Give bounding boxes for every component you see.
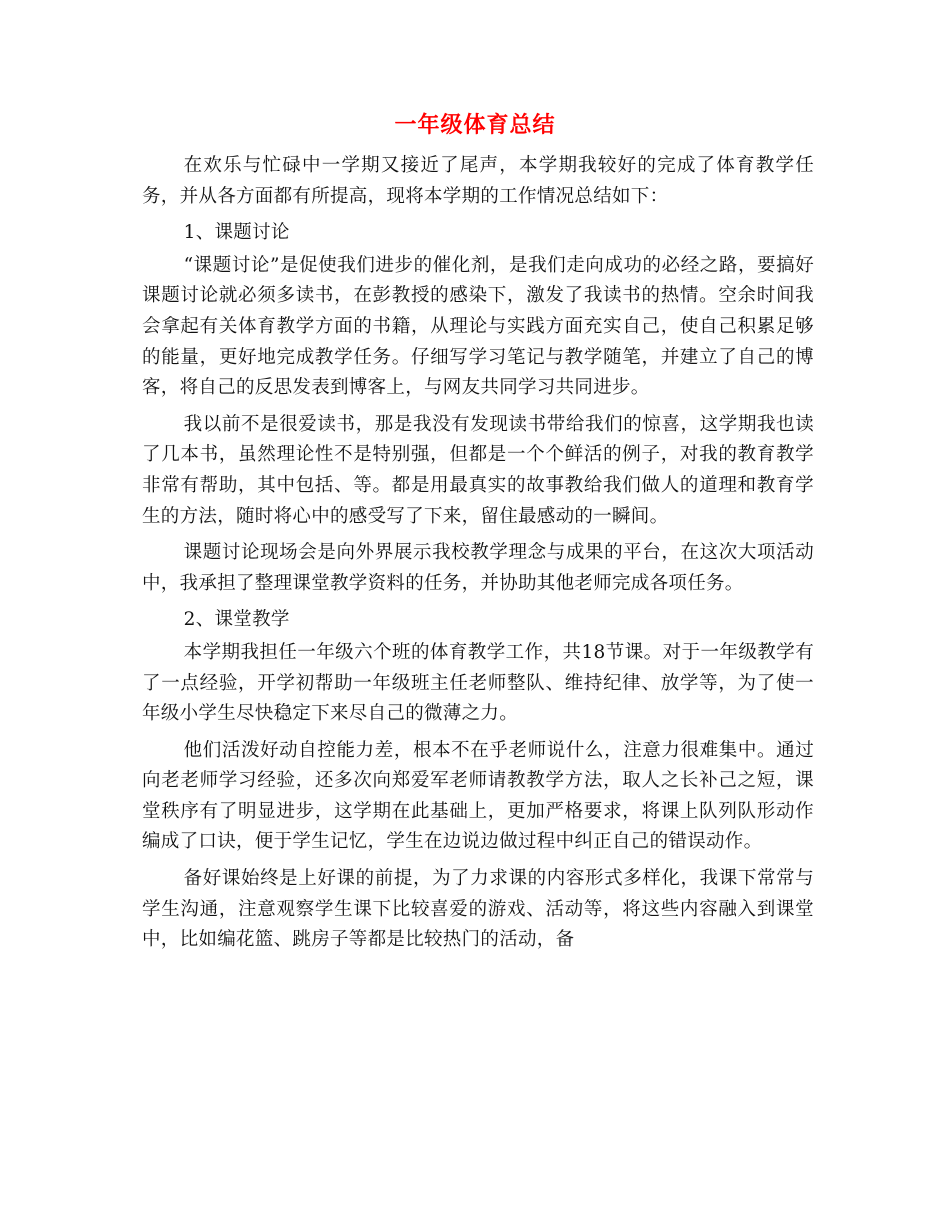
paragraph-onsite-meeting: 课题讨论现场会是向外界展示我校教学理念与成果的平台，在这次大项活动中，我承担了整理课堂教学资料的任务，并协助其他老师完成各项任务。 [142,542,814,594]
document-title: 一年级体育总结 [394,112,556,138]
paragraph-teaching-duty: 本学期我担任一年级六个班的体育教学工作，共18节课。对于一年级教学有了一点经验，开学初帮助一年级班主任老师整队、维持纪律、放学等，为了使一年级小学生尽快稳定下来尽自己的微薄之力。 [142,641,814,725]
paragraph-intro: 在欢乐与忙碌中一学期又接近了尾声，本学期我较好的完成了体育教学任务，并从各方面都有所提高，现将本学期的工作情况总结如下： [142,155,814,207]
paragraph-classroom-order: 他们活泼好动自控能力差，根本不在乎老师说什么，注意力很难集中。通过向老老师学习经验，还多次向郑爱军老师请教教学方法，取人之长补己之短，课堂秩序有了明显进步，这学期在此基础上，更加严格要求，将课上队列队形动作编成了口诀，便于学生记忆，学生在边说边做过程中纠正自己的错误动作。 [142,739,814,853]
paragraph-reading: 我以前不是很爱读书，那是我没有发现读书带给我们的惊喜，这学期我也读了几本书，虽然理论性不是特别强，但都是一个个鲜活的例子，对我的教育教学非常有帮助，其中包括、等。都是用最真实的故事教给我们做人的道理和教育学生的方法，随时将心中的感受写了下来，留住最感动的一瞬间。 [142,413,814,527]
section-heading-classroom-teaching: 2、课堂教学 [183,609,290,631]
section-heading-topic-discussion: 1、课题讨论 [183,222,290,244]
paragraph-topic-discussion: “课题讨论”是促使我们进步的催化剂，是我们走向成功的必经之路，要搞好课题讨论就必须多读书，在彭教授的感染下，激发了我读书的热情。空余时间我会拿起有关体育教学方面的书籍，从理论与实践方面充实自己，使自己积累足够的能量，更好地完成教学任务。仔细写学习笔记与教学随笔，并建立了自己的博客，将自己的反思发表到博客上，与网友共同学习共同进步。 [142,254,814,399]
document-body [142,151,814,962]
paragraph-lesson-preparation: 备好课始终是上好课的前提，为了力求课的内容形式多样化，我课下常常与学生沟通，注意观察学生课下比较喜爱的游戏、活动等，将这些内容融入到课堂中，比如编花篮、跳房子等都是比较热门的活动，备 [142,868,814,951]
